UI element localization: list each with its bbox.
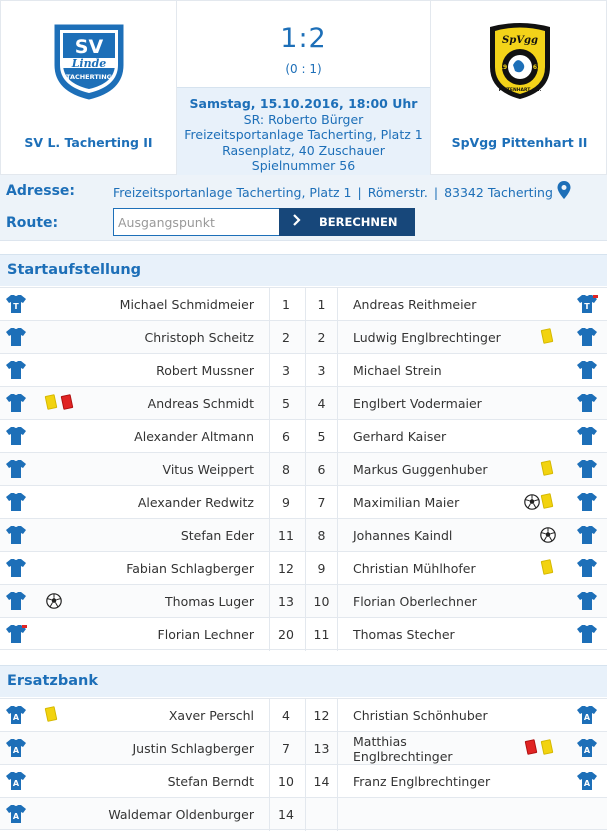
away-shirt-icon <box>576 624 598 644</box>
away-player-name[interactable]: Andreas Reithmeier <box>353 297 477 312</box>
goal-ball-icon <box>524 494 540 513</box>
home-shirt-number: 1 <box>269 288 302 321</box>
away-shirt-number: 4 <box>305 387 338 420</box>
home-player-name[interactable]: Thomas Luger <box>165 594 254 609</box>
svg-text:T: T <box>13 302 19 311</box>
home-shirt-icon <box>5 294 27 314</box>
lineup-row <box>0 320 607 353</box>
address-separator: | <box>433 185 439 200</box>
yellow-card-icon <box>542 329 552 343</box>
home-shirt-number: 3 <box>269 354 302 387</box>
away-team-logo <box>480 21 560 101</box>
home-player-name[interactable]: Vitus Weippert <box>162 462 254 477</box>
away-player-name[interactable] <box>353 734 453 764</box>
yellow-card-icon <box>542 560 552 574</box>
yellow-card-icon <box>46 707 56 721</box>
score-box <box>177 1 430 87</box>
home-player-name[interactable]: Justin Schlagberger <box>132 741 254 756</box>
home-shirt-icon <box>5 327 27 347</box>
away-shirt-number: 10 <box>305 585 338 618</box>
away-shirt-icon <box>576 771 598 791</box>
home-shirt-icon <box>5 804 27 824</box>
home-shirt-icon <box>5 459 27 479</box>
home-shirt-number: 5 <box>269 387 302 420</box>
away-shirt-icon <box>576 558 598 578</box>
lineup-row <box>0 419 607 452</box>
referee: SR: Roberto Bürger <box>243 111 364 127</box>
away-shirt-icon <box>576 591 598 611</box>
svg-text:A: A <box>12 812 20 821</box>
home-shirt-number: 10 <box>269 765 302 798</box>
away-shirt-number: 11 <box>305 618 338 651</box>
lineup-row <box>0 353 607 386</box>
halftime-score: (0 : 1) <box>285 62 322 76</box>
home-shirt-icon <box>5 591 27 611</box>
away-player-name[interactable]: Gerhard Kaiser <box>353 429 447 444</box>
lineup-row <box>0 518 607 551</box>
away-shirt-icon <box>576 738 598 758</box>
away-shirt-number: 2 <box>305 321 338 354</box>
pitch-info: Rasenplatz, 40 Zuschauer <box>222 142 385 158</box>
starting-lineup-title: Startaufstellung <box>0 254 607 286</box>
away-player-name-line: Matthias <box>353 734 407 749</box>
svg-text:A: A <box>12 713 20 722</box>
lineup-row <box>0 386 607 419</box>
home-shirt-icon <box>5 360 27 380</box>
away-shirt-number: 14 <box>305 765 338 798</box>
home-team-name[interactable]: SV L. Tacherting II <box>24 135 153 150</box>
away-shirt-icon <box>576 327 598 347</box>
home-shirt-number: 11 <box>269 519 302 552</box>
svg-text:61: 61 <box>532 64 541 71</box>
away-team-name[interactable]: SpVgg Pittenhart II <box>451 135 588 150</box>
home-shirt-icon <box>5 738 27 758</box>
chevron-right-icon <box>289 214 305 230</box>
lineup-row <box>0 287 607 320</box>
goal-ball-icon <box>46 593 62 612</box>
address-label: Adresse: <box>6 183 76 199</box>
svg-text:A: A <box>12 746 20 755</box>
address-text[interactable] <box>113 185 553 200</box>
home-shirt-icon <box>5 492 27 512</box>
svg-text:PITTENHART e.V.: PITTENHART e.V. <box>498 88 541 93</box>
home-shirt-number: 14 <box>269 798 302 831</box>
away-shirt-icon <box>576 426 598 446</box>
bench-title: Ersatzbank <box>0 665 607 697</box>
away-player-name[interactable]: Florian Oberlechner <box>353 594 477 609</box>
home-shirt-number: 13 <box>269 585 302 618</box>
away-shirt-number: 9 <box>305 552 338 585</box>
svg-text:T: T <box>584 302 590 311</box>
venue: Freizeitsportanlage Tacherting, Platz 1 <box>184 127 423 142</box>
away-shirt-number: 5 <box>305 420 338 453</box>
home-shirt-icon <box>5 525 27 545</box>
home-player-name[interactable]: Alexander Redwitz <box>137 495 254 510</box>
lineup-row <box>0 698 607 731</box>
svg-text:A: A <box>583 713 591 722</box>
address-separator: | <box>357 185 362 200</box>
lineup-row <box>0 485 607 518</box>
route-start-input[interactable] <box>113 208 280 236</box>
goal-ball-icon <box>540 527 556 546</box>
lineup-row <box>0 584 607 617</box>
home-player-name[interactable]: Xaver Perschl <box>168 708 254 723</box>
away-shirt-icon <box>576 459 598 479</box>
home-player-name[interactable]: Andreas Schmidt <box>147 396 254 411</box>
yellow-card-icon <box>46 395 56 409</box>
address-block <box>0 175 607 241</box>
away-shirt-icon <box>576 705 598 725</box>
svg-text:SV: SV <box>74 36 103 58</box>
final-score: 1:2 <box>280 23 327 54</box>
home-shirt-icon <box>5 771 27 791</box>
match-info <box>177 87 430 176</box>
red-card-icon <box>62 395 72 409</box>
away-player-name[interactable]: Ludwig Englbrechtinger <box>353 330 501 345</box>
away-player-name[interactable]: Christian Schönhuber <box>353 708 488 723</box>
lineup-row <box>0 731 607 764</box>
home-player-name[interactable]: Alexander Altmann <box>134 429 254 444</box>
home-shirt-number: 20 <box>269 618 302 651</box>
home-shirt-number: 12 <box>269 552 302 585</box>
away-team[interactable] <box>431 1 607 176</box>
away-player-name[interactable]: Franz Englbrechtinger <box>353 774 491 789</box>
home-shirt-icon <box>5 558 27 578</box>
match-date: Samstag, 15.10.2016, 18:00 Uhr <box>189 96 418 111</box>
away-player-name[interactable]: Michael Strein <box>353 363 442 378</box>
home-player-name[interactable]: Waldemar Oldenburger <box>108 807 254 822</box>
home-player-name[interactable]: Florian Lechner <box>157 627 254 642</box>
home-shirt-number: 4 <box>269 699 302 732</box>
match-number: Spielnummer 56 <box>251 158 356 173</box>
home-player-name[interactable]: Christoph Scheitz <box>144 330 254 345</box>
home-shirt-icon <box>5 705 27 725</box>
away-player-name-line: Englbrechtinger <box>353 749 453 764</box>
away-shirt-number: 7 <box>305 486 338 519</box>
away-player-name[interactable]: Maximilian Maier <box>353 495 460 510</box>
home-shirt-icon <box>5 426 27 446</box>
home-player-name[interactable]: Stefan Berndt <box>167 774 254 789</box>
home-shirt-icon <box>5 393 27 413</box>
home-player-name[interactable]: Stefan Eder <box>180 528 254 543</box>
home-shirt-icon <box>5 624 27 644</box>
match-center <box>176 1 431 176</box>
away-shirt-icon <box>576 294 598 314</box>
away-player-name[interactable]: Christian Mühlhofer <box>353 561 476 576</box>
home-shirt-number: 7 <box>269 732 302 765</box>
home-shirt-number: 2 <box>269 321 302 354</box>
home-team[interactable] <box>1 1 176 176</box>
svg-text:A: A <box>583 779 591 788</box>
away-shirt-number: 1 <box>305 288 338 321</box>
away-player-name[interactable]: Johannes Kaindl <box>353 528 453 543</box>
yellow-card-icon <box>542 740 552 754</box>
address-city: 83342 Tacherting <box>444 185 553 200</box>
away-shirt-icon <box>576 360 598 380</box>
calculate-route-button[interactable] <box>279 208 415 236</box>
map-pin-icon[interactable] <box>557 181 571 199</box>
away-shirt-number <box>305 798 338 831</box>
away-shirt-number: 3 <box>305 354 338 387</box>
route-label: Route: <box>6 215 59 231</box>
away-player-name[interactable]: Englbert Vodermaier <box>353 396 482 411</box>
address-street: Römerstr. <box>367 185 428 200</box>
away-shirt-icon <box>576 525 598 545</box>
svg-text:A: A <box>12 779 20 788</box>
away-player-name[interactable]: Markus Guggenhuber <box>353 462 488 477</box>
away-shirt-icon <box>576 492 598 512</box>
starting-lineup <box>0 287 607 650</box>
match-header <box>0 0 607 175</box>
svg-text:A: A <box>583 746 591 755</box>
home-shirt-number: 9 <box>269 486 302 519</box>
svg-text:TACHERTING: TACHERTING <box>65 73 112 81</box>
away-shirt-number: 6 <box>305 453 338 486</box>
yellow-card-icon <box>542 461 552 475</box>
home-team-logo <box>49 21 129 101</box>
away-shirt-number: 8 <box>305 519 338 552</box>
lineup-row <box>0 797 607 830</box>
svg-text:SpVgg: SpVgg <box>501 35 538 46</box>
lineup-row <box>0 452 607 485</box>
bench-lineup <box>0 698 607 830</box>
address-venue: Freizeitsportanlage Tacherting, Platz 1 <box>113 185 352 200</box>
lineup-row <box>0 764 607 797</box>
calculate-route-label: BERECHNEN <box>319 215 398 229</box>
red-card-icon <box>526 740 536 754</box>
away-shirt-number: 12 <box>305 699 338 732</box>
home-player-name[interactable]: Robert Mussner <box>156 363 254 378</box>
svg-text:19: 19 <box>498 64 507 71</box>
lineup-row <box>0 617 607 650</box>
away-shirt-icon <box>576 393 598 413</box>
svg-text:Linde: Linde <box>71 57 106 70</box>
yellow-card-icon <box>542 494 552 508</box>
home-player-name[interactable]: Michael Schmidmeier <box>119 297 254 312</box>
home-shirt-number: 8 <box>269 453 302 486</box>
home-player-name[interactable]: Fabian Schlagberger <box>126 561 254 576</box>
away-player-name[interactable]: Thomas Stecher <box>353 627 455 642</box>
lineup-row <box>0 551 607 584</box>
away-shirt-number: 13 <box>305 732 338 765</box>
home-shirt-number: 6 <box>269 420 302 453</box>
